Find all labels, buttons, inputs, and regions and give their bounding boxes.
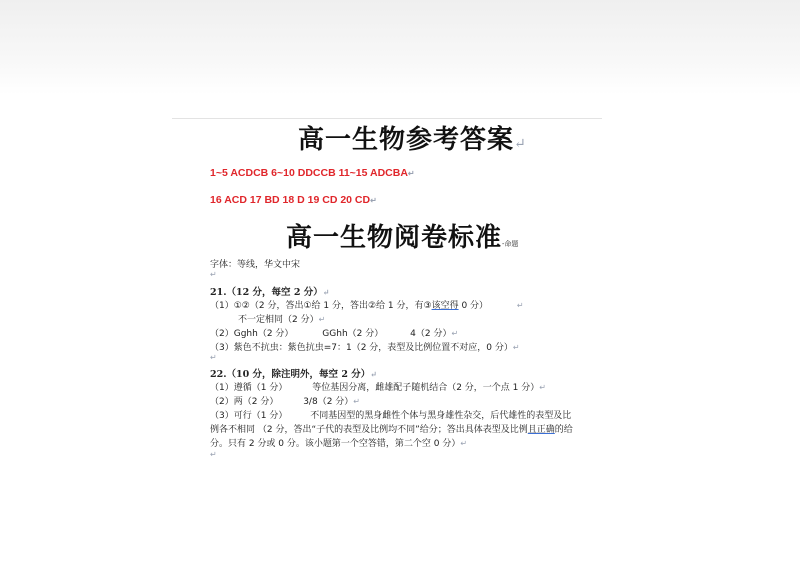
q21-line-1-underlined: 该空得	[431, 301, 459, 311]
q22-heading-text: 22.（10 分，除注明外，每空 2 分）	[210, 369, 371, 380]
page-top-shadow	[0, 0, 800, 95]
q21-heading	[210, 284, 329, 298]
q22-line-4-end: 的给	[554, 425, 573, 435]
paragraph-mark: ↵	[370, 196, 377, 205]
q21-line-3-b: GGhh（2 分）	[322, 329, 384, 339]
q21-line-2	[238, 312, 325, 325]
q21-heading-text: 21.（12 分，每空 2 分）	[210, 287, 323, 298]
q21-line-1-text: （1）①②（2 分，答出①给 1 分，答出②给 1 分，有③	[210, 301, 432, 311]
grading-title	[286, 217, 518, 254]
paragraph-mark: ↵	[353, 397, 360, 406]
grading-title-note: -命题	[502, 240, 519, 248]
q22-line-1-a: （1）遵循（1 分）	[210, 383, 288, 393]
font-line	[210, 257, 300, 270]
q21-line-3	[210, 326, 458, 339]
paragraph-mark: ↵	[407, 169, 415, 178]
empty-paragraph: ↵	[210, 450, 217, 459]
paragraph-mark: ↵	[516, 301, 524, 310]
paragraph-mark: ↵	[451, 329, 459, 338]
answers-line-1-text: 1~5 ACDCB 6~10 DDCCB 11~15 ADCBA	[210, 167, 408, 179]
q22-line-4-underlined: 且正确	[527, 425, 555, 435]
empty-paragraph: ↵	[210, 270, 217, 279]
font-line-text: 字体：等线，华文中宋	[210, 260, 301, 270]
q21-line-4	[210, 340, 520, 353]
q22-line-4	[210, 422, 573, 435]
answer-title	[298, 119, 527, 156]
empty-paragraph: ↵	[210, 353, 217, 362]
q22-line-2-a: （2）两（2 分）	[210, 397, 279, 407]
q22-line-2	[210, 394, 360, 407]
q22-line-4-text: 例各不相同 （2 分，答出“子代的表型及比例均不同”给分；答出具体表型及比例	[210, 425, 528, 435]
q21-line-4-text: （3）紫色不抗虫：紫色抗虫=7：1（2 分，表型及比例位置不对应，0 分）	[210, 343, 513, 353]
q21-line-1-end: 0 分）	[458, 301, 489, 311]
paragraph-mark: ↵	[514, 136, 527, 152]
q22-line-5-text: 分。只有 2 分或 0 分。该小题第一个空答错，第二个空 0 分）	[210, 439, 461, 449]
answers-line-2	[210, 194, 377, 206]
answers-line-2-text: 16 ACD 17 BD 18 D 19 CD 20 CD	[210, 194, 371, 206]
answers-line-1	[210, 167, 415, 179]
q22-line-3	[210, 408, 571, 421]
paragraph-mark: ↵	[370, 369, 377, 379]
paragraph-mark: ↵	[539, 383, 546, 392]
q22-line-3-a: （3）可行（1 分）	[210, 411, 288, 421]
paragraph-mark: ↵	[322, 287, 330, 297]
q22-line-1	[210, 380, 546, 393]
grading-title-text: 高一生物阅卷标准	[286, 223, 503, 253]
paragraph-mark: ↵	[460, 439, 468, 448]
q21-line-1	[210, 298, 524, 311]
q21-line-3-a: （2）Gghh（2 分）	[210, 329, 294, 339]
paragraph-mark: ↵	[512, 343, 520, 352]
q22-heading	[210, 366, 377, 380]
q22-line-1-b: 等位基因分离，雌雄配子随机结合（2 分，一个点 1 分）	[312, 383, 540, 393]
paragraph-mark: ↵	[318, 315, 326, 324]
q22-line-3-b: 不同基因型的黑身雌性个体与黑身雄性杂交，后代雄性的表型及比	[310, 411, 572, 421]
q21-line-2-text: 不一定相同（2 分）	[238, 315, 319, 325]
q22-line-5	[210, 436, 467, 449]
q21-line-3-c: 4（2 分）	[410, 329, 452, 339]
q22-line-2-b: 3/8（2 分）	[303, 397, 354, 407]
answer-title-text: 高一生物参考答案	[298, 125, 515, 155]
